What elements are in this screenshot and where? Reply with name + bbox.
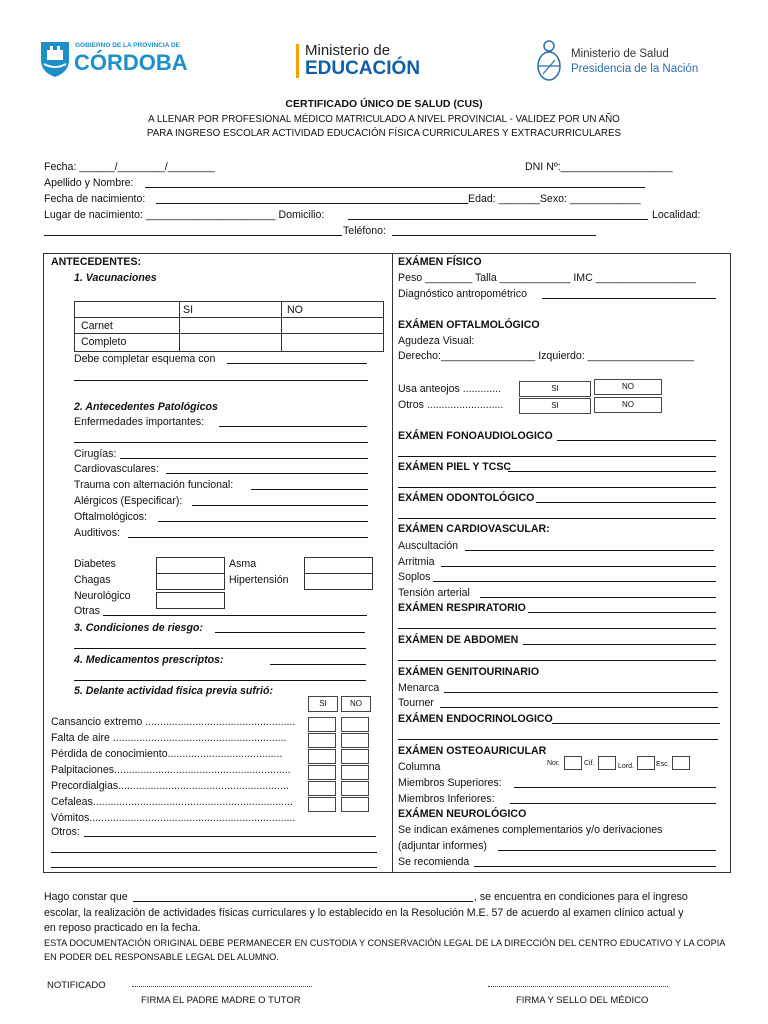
document-subtitle-2: PARA INGRESO ESCOLAR ACTIVIDAD EDUCACIÓN FÍSICA CURRICULARES Y EXTRACURRICULARES — [146, 128, 622, 139]
sintomas-si-header: SI — [308, 696, 338, 712]
cordoba-logo — [38, 38, 188, 80]
sintoma-si-checkbox[interactable] — [308, 733, 336, 748]
esc-checkbox[interactable] — [672, 756, 690, 770]
neuro-heading: EXÁMEN NEUROLÓGICO — [398, 808, 527, 820]
nor-checkbox[interactable] — [564, 756, 582, 770]
telefono-label: Teléfono: — [343, 225, 386, 237]
firma-padre-label: FIRMA EL PADRE MADRE O TUTOR — [141, 995, 301, 1006]
antropometrico-input-line[interactable] — [542, 288, 716, 299]
hipertension-box[interactable] — [304, 573, 373, 590]
otros-input-line-2[interactable] — [51, 842, 377, 853]
sintoma-no-checkbox[interactable] — [341, 733, 369, 748]
sintoma-no-checkbox[interactable] — [341, 781, 369, 796]
derecho-izquierdo-field[interactable]: Derecho:________________ Izquierdo: __________________ — [398, 350, 694, 362]
medicamentos-input-line-2[interactable] — [74, 670, 366, 681]
tourner-label: Tourner — [398, 697, 434, 709]
endocrino-heading: EXÁMEN ENDOCRINOLOGICO — [398, 713, 553, 725]
patologicos-heading: 2. Antecedentes Patológicos — [74, 401, 218, 413]
fono-input-line-2[interactable] — [398, 446, 716, 457]
educacion-logo-line2: EDUCACIÓN — [305, 58, 421, 79]
declaracion-line-3: en reposo practicado en la fecha. — [44, 922, 201, 934]
tourner-input-line[interactable] — [440, 697, 718, 708]
lord-checkbox[interactable] — [637, 756, 655, 770]
sintoma-no-checkbox[interactable] — [341, 749, 369, 764]
medicamentos-heading: 4. Medicamentos prescriptos: — [74, 654, 224, 666]
otros-input-line-3[interactable] — [51, 857, 377, 868]
salud-logo-line1: Ministerio de Salud — [571, 48, 669, 60]
adjuntar-input-line[interactable] — [498, 840, 716, 851]
sintoma-no-checkbox[interactable] — [341, 717, 369, 732]
custodia-line-1: ESTA DOCUMENTACIÓN ORIGINAL DEBE PERMANECER EN CUSTODIA Y CONSERVACIÓN LEGAL DE LA DIRECCIÓN DEL CENTRO EDUCATIVO Y LA COPIA — [44, 938, 726, 948]
riesgo-heading: 3. Condiciones de riesgo: — [74, 622, 203, 634]
endocrino-input-line[interactable] — [552, 713, 720, 724]
inferiores-label: Miembros Inferiores: — [398, 793, 495, 805]
otras-input-line[interactable] — [103, 605, 367, 616]
sintoma-si-checkbox[interactable] — [308, 797, 336, 812]
edad-sexo-field[interactable]: Edad: _______Sexo: ____________ — [468, 193, 641, 205]
carnet-label: Carnet — [81, 320, 113, 332]
localidad-label: Localidad: — [652, 209, 701, 221]
riesgo-input-line[interactable] — [215, 622, 365, 633]
sintoma-si-checkbox[interactable] — [308, 749, 336, 764]
completo-no-cell[interactable] — [282, 334, 383, 351]
esquema-label: Debe completar esquema con — [74, 353, 216, 365]
sintoma-label: Cefaleas.................................................................... — [51, 796, 293, 808]
salud-logo — [535, 38, 705, 86]
sintoma-label: Cansancio extremo ................................................... — [51, 716, 296, 728]
firma-medico-label: FIRMA Y SELLO DEL MÉDICO — [516, 995, 649, 1006]
vacunacion-no-header: NO — [287, 304, 303, 316]
respiratorio-heading: EXÁMEN RESPIRATORIO — [398, 602, 526, 614]
soplos-input-line[interactable] — [433, 571, 716, 582]
domicilio-input-line[interactable] — [348, 209, 648, 220]
sintoma-label: Vómitos...................................................................... — [51, 812, 296, 824]
oftalmologicos-label: Oftalmológicos: — [74, 511, 148, 523]
peso-talla-imc-field[interactable]: Peso ________ Talla ____________ IMC _________________ — [398, 272, 696, 284]
fecha-field[interactable]: Fecha: ______/________/________ — [44, 161, 215, 173]
esc-label: Esc. — [656, 761, 670, 768]
oftalmologicos-input-line[interactable] — [158, 511, 368, 522]
cardiovasculares-label: Cardiovasculares: — [74, 463, 159, 475]
sintoma-si-checkbox[interactable] — [308, 765, 336, 780]
tension-label: Tensión arterial — [398, 587, 470, 599]
completo-si-cell[interactable] — [180, 334, 281, 351]
sintoma-no-checkbox[interactable] — [341, 797, 369, 812]
esquema-input-line[interactable] — [227, 353, 367, 364]
firma-medico-line[interactable] — [488, 986, 668, 987]
salud-logo-line2: Presidencia de la Nación — [571, 63, 699, 75]
otros-no-box[interactable]: NO — [594, 397, 662, 413]
otros-oftalmo-label: Otros .......................... — [398, 399, 504, 411]
hago-constar-input-line[interactable] — [133, 891, 473, 902]
trauma-input-line[interactable] — [251, 479, 368, 490]
alergicos-label: Alérgicos (Especificar): — [74, 495, 183, 507]
enfermedades-input-line-2[interactable] — [74, 432, 368, 443]
notificado-label: NOTIFICADO — [47, 980, 106, 991]
sintomas-no-header: NO — [341, 696, 371, 712]
educacion-logo — [296, 42, 426, 82]
anteojos-si-box[interactable]: SI — [519, 381, 591, 397]
sintoma-no-checkbox[interactable] — [341, 765, 369, 780]
carnet-no-cell[interactable] — [282, 318, 383, 333]
cif-label: Cif. — [584, 760, 595, 767]
educacion-logo-line1: Ministerio de — [305, 42, 391, 59]
cirugias-input-line[interactable] — [120, 448, 368, 459]
auscultacion-input-line[interactable] — [465, 540, 714, 551]
document-subtitle-1: A LLENAR POR PROFESIONAL MÉDICO MATRICULADO A NIVEL PROVINCIAL - VALIDEZ POR UN AÑO — [148, 114, 620, 125]
antropometrico-label: Diagnóstico antropométrico — [398, 288, 527, 300]
asma-box[interactable] — [304, 557, 373, 574]
nor-label: Nor. — [547, 760, 560, 767]
delante-heading: 5. Delante actividad física previa sufrió: — [74, 685, 274, 697]
custodia-line-2: EN PODER DEL RESPONSABLE LEGAL DEL ALUMNO. — [44, 952, 279, 962]
diabetes-label: Diabetes — [74, 558, 116, 570]
declaracion-line-2: escolar, la realización de actividades físicas curriculares y lo establecido en la Resolución M.E. 57 de acuerdo al examen clínico actual y — [44, 907, 684, 919]
cordoba-shield-icon — [38, 38, 72, 78]
telefono-input-line[interactable] — [392, 225, 596, 236]
cordoba-logo-main: CÓRDOBA — [74, 50, 188, 75]
vacunacion-table — [74, 301, 384, 352]
localidad-input-line[interactable] — [44, 225, 342, 236]
completo-label: Completo — [81, 336, 127, 348]
chagas-box[interactable] — [156, 573, 225, 590]
superiores-label: Miembros Superiores: — [398, 777, 502, 789]
genito-heading: EXÁMEN GENITOURINARIO — [398, 666, 540, 678]
enfermedades-input-line[interactable] — [219, 416, 367, 427]
otros-input-line[interactable] — [84, 826, 376, 837]
complementarios-label: Se indican exámenes complementarios y/o derivaciones — [398, 824, 663, 836]
argentina-coat-of-arms-icon — [535, 38, 563, 86]
cirugias-label: Cirugías: — [74, 448, 117, 460]
anteojos-label: Usa anteojos ............. — [398, 383, 502, 395]
alergicos-input-line[interactable] — [192, 495, 368, 506]
odonto-input-line-2[interactable] — [398, 508, 716, 519]
hago-constar-end: , se encuentra en condiciones para el ingreso — [474, 891, 688, 903]
antecedentes-heading: ANTECEDENTES: — [51, 256, 142, 268]
nacimiento-label: Fecha de nacimiento: — [44, 193, 146, 205]
menarca-label: Menarca — [398, 682, 440, 694]
odonto-input-line[interactable] — [536, 492, 716, 503]
medicamentos-input-line[interactable] — [270, 654, 366, 665]
sintoma-label: Precordialgias.......................................................... — [51, 780, 289, 792]
apellido-label: Apellido y Nombre: — [44, 177, 134, 189]
cardio-heading: EXÁMEN CARDIOVASCULAR: — [398, 523, 550, 535]
cardiovasculares-input-line[interactable] — [166, 463, 368, 474]
piel-heading: EXÁMEN PIEL Y TCSC — [398, 461, 512, 473]
agudeza-label: Agudeza Visual: — [398, 335, 475, 347]
respiratorio-input-line[interactable] — [528, 602, 716, 613]
trauma-label: Trauma con alternación funcional: — [74, 479, 234, 491]
vacunacion-si-header: SI — [183, 304, 194, 316]
nacimiento-input-line[interactable] — [156, 193, 468, 204]
oftalmologico-heading: EXÁMEN OFTALMOLÓGICO — [398, 319, 540, 331]
abdomen-input-line-2[interactable] — [398, 650, 716, 661]
recomienda-input-line[interactable] — [474, 856, 716, 867]
fono-heading: EXÁMEN FONOAUDIOLOGICO — [398, 430, 553, 442]
tension-input-line[interactable] — [480, 587, 716, 598]
piel-input-line[interactable] — [508, 461, 716, 472]
lugar-domicilio-label: Lugar de nacimiento: ______________________ Domicilio: — [44, 209, 325, 221]
diabetes-box[interactable] — [156, 557, 225, 574]
dni-field[interactable]: DNI Nº:___________________ — [525, 161, 673, 173]
endocrino-input-line-2[interactable] — [398, 729, 718, 740]
carnet-si-cell[interactable] — [180, 318, 281, 333]
anteojos-no-box[interactable]: NO — [594, 379, 662, 395]
inferiores-input-line[interactable] — [510, 793, 716, 804]
otras-label: Otras — [74, 605, 100, 617]
sintoma-si-checkbox[interactable] — [308, 717, 336, 732]
fisico-heading: EXÁMEN FÍSICO — [398, 256, 482, 268]
sintoma-si-checkbox[interactable] — [308, 781, 336, 796]
riesgo-input-line-2[interactable] — [74, 638, 366, 649]
fono-input-line[interactable] — [557, 430, 716, 441]
enfermedades-label: Enfermedades importantes: — [74, 416, 205, 428]
neurologico-label: Neurológico — [74, 590, 131, 602]
osteo-heading: EXÁMEN OSTEOAURICULAR — [398, 745, 547, 757]
cordoba-logo-top: GOBIERNO DE LA PROVINCIA DE — [75, 42, 180, 49]
asma-label: Asma — [229, 558, 257, 570]
soplos-label: Soplos — [398, 571, 431, 583]
auditivos-label: Auditivos: — [74, 527, 120, 539]
hipertension-label: Hipertensión — [229, 574, 289, 586]
arritmia-label: Arritmia — [398, 556, 435, 568]
apellido-input-line[interactable] — [145, 177, 645, 188]
auscultacion-label: Auscultación — [398, 540, 459, 552]
recomienda-label: Se recomienda — [398, 856, 470, 868]
auditivos-input-line[interactable] — [128, 527, 368, 538]
sintoma-label: Palpitaciones............................................................ — [51, 764, 291, 776]
adjuntar-label: (adjuntar informes) — [398, 840, 487, 852]
superiores-input-line[interactable] — [514, 777, 716, 788]
column-divider — [392, 253, 393, 873]
arritmia-input-line[interactable] — [441, 556, 716, 567]
menarca-input-line[interactable] — [444, 682, 718, 693]
chagas-label: Chagas — [74, 574, 111, 586]
educacion-accent-bar — [296, 44, 299, 78]
abdomen-heading: EXÁMEN DE ABDOMEN — [398, 634, 519, 646]
abdomen-input-line[interactable] — [523, 634, 716, 645]
cif-checkbox[interactable] — [598, 756, 616, 770]
sintoma-label: Falta de aire ........................................................... — [51, 732, 287, 744]
otros-si-box[interactable]: SI — [519, 398, 591, 414]
firma-padre-line[interactable] — [132, 986, 312, 987]
odonto-heading: EXÁMEN ODONTOLÓGICO — [398, 492, 535, 504]
document-title: CERTIFICADO ÚNICO DE SALUD (CUS) — [285, 98, 483, 110]
lord-label: Lord. — [618, 763, 634, 770]
esquema-input-line-2[interactable] — [74, 370, 368, 381]
vacunaciones-heading: 1. Vacunaciones — [74, 272, 157, 284]
sintoma-label: Pérdida de conocimiento....................................... — [51, 748, 283, 760]
respiratorio-input-line-2[interactable] — [398, 618, 716, 629]
piel-input-line-2[interactable] — [398, 477, 716, 488]
hago-constar-label: Hago constar que — [44, 891, 128, 903]
columna-label: Columna — [398, 761, 441, 773]
sintoma-label: Otros: — [51, 826, 80, 838]
